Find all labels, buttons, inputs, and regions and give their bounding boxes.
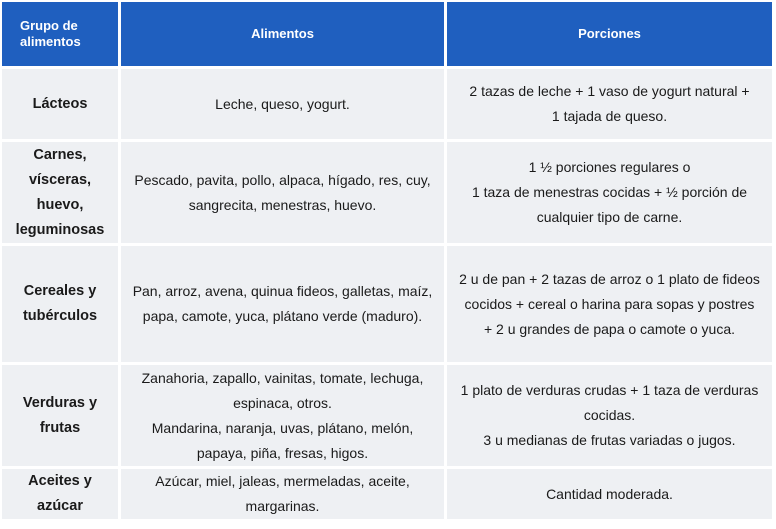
food-group-line: azúcar xyxy=(37,498,83,514)
food-group-line: tubérculos xyxy=(22,308,98,324)
foods-line: Zanahoria, zapallo, vainitas, tomate, lechuga, xyxy=(141,369,424,386)
portions-line: 2 tazas de leche + 1 vaso de yogurt natural + xyxy=(469,83,750,99)
header-portions: Porciones xyxy=(447,2,772,66)
food-group-cell xyxy=(2,69,118,139)
foods-cell xyxy=(121,142,444,243)
food-group-cell xyxy=(2,142,118,243)
portions-cell xyxy=(447,69,772,139)
foods-line: Leche, queso, yogurt. xyxy=(215,95,350,112)
table-row xyxy=(2,469,772,519)
foods-cell xyxy=(121,69,444,139)
foods-cell xyxy=(121,246,444,362)
food-group-cell xyxy=(2,365,118,466)
foods-line: Pescado, pavita, pollo, alpaca, hígado, res, cuy, xyxy=(134,171,431,188)
portions-line: 2 u de pan + 2 tazas de arroz o 1 plato de fideos xyxy=(459,270,760,287)
table-header-row xyxy=(2,2,772,66)
food-group-cell xyxy=(2,246,118,362)
foods-line: Mandarina, naranja, uvas, plátano, melón, xyxy=(151,419,414,436)
portions-cell xyxy=(447,142,772,243)
foods-line: Pan, arroz, avena, quinua fideos, galletas, maíz, xyxy=(132,283,433,299)
portions-line: 1 taza de menestras cocidas + ½ porción de xyxy=(471,184,748,200)
header-food-group: Grupo de alimentos xyxy=(2,2,118,66)
portions-line: 1 ½ porciones regulares o xyxy=(528,159,691,175)
food-group-line: Cereales y xyxy=(23,283,97,299)
food-group-cell xyxy=(2,469,118,519)
foods-line: papaya, piña, fresas, higos. xyxy=(196,444,369,461)
table-row xyxy=(2,246,772,362)
portions-cell xyxy=(447,469,772,519)
food-group-line: Verduras y xyxy=(22,394,98,411)
foods-line: papa, camote, yuca, plátano verde (maduro). xyxy=(142,308,423,324)
portions-cell xyxy=(447,246,772,362)
portions-line: cualquier tipo de carne. xyxy=(536,209,683,225)
food-group-line: vísceras, xyxy=(28,171,92,188)
foods-line: margarinas. xyxy=(245,498,320,514)
foods-cell xyxy=(121,365,444,466)
foods-line: espinaca, otros. xyxy=(233,394,332,411)
food-group-line: frutas xyxy=(39,419,81,436)
food-group-line: leguminosas xyxy=(15,221,105,238)
table-row xyxy=(2,365,772,466)
portions-line: 1 tajada de queso. xyxy=(551,108,668,124)
portions-line: + 2 u grandes de papa o camote o yuca. xyxy=(483,320,735,337)
portions-line: cocidas. xyxy=(583,407,636,423)
portions-line: cocidos + cereal o harina para sopas y postres xyxy=(464,295,755,312)
food-group-line: Aceites y xyxy=(28,473,92,489)
header-foods: Alimentos xyxy=(121,2,444,66)
foods-line: Azúcar, miel, jaleas, mermeladas, aceite, xyxy=(155,473,410,489)
portions-cell xyxy=(447,365,772,466)
foods-line: sangrecita, menestras, huevo. xyxy=(188,196,377,213)
food-group-line: Carnes, xyxy=(33,146,87,163)
food-group-line: Lácteos xyxy=(32,95,88,112)
portions-line: Cantidad moderada. xyxy=(546,485,673,502)
portions-line: 3 u medianas de frutas variadas o jugos. xyxy=(483,432,736,448)
foods-cell xyxy=(121,469,444,519)
portions-line: 1 plato de verduras crudas + 1 taza de verduras xyxy=(460,382,759,398)
food-group-line: huevo, xyxy=(36,196,84,213)
table-row xyxy=(2,69,772,139)
table-row xyxy=(2,142,772,243)
